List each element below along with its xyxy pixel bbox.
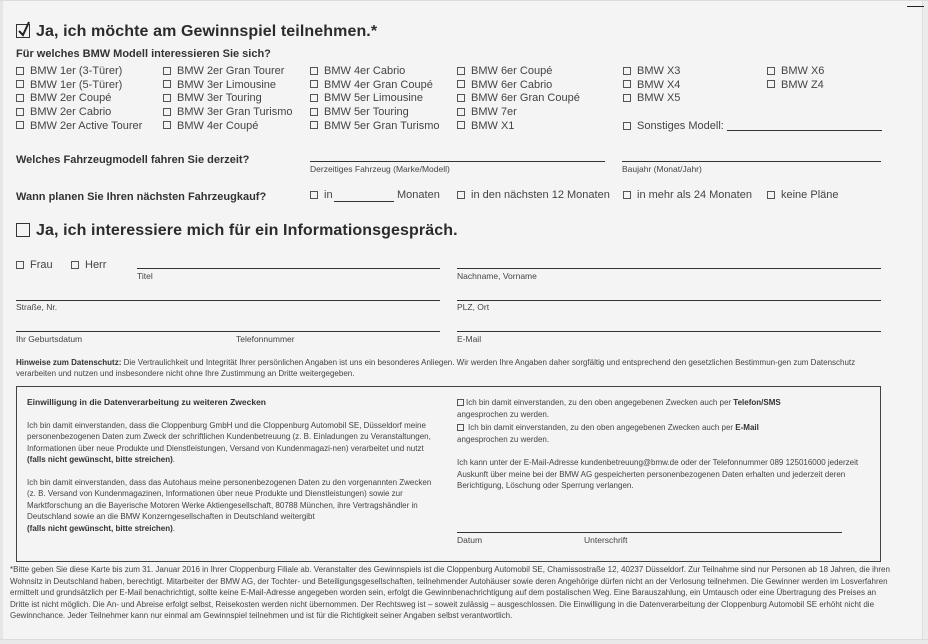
model-option[interactable]: BMW 6er Gran Coupé xyxy=(457,92,580,106)
months-suffix: Monaten xyxy=(397,189,440,201)
phone-consent-option[interactable]: Ich bin damit einverstanden, zu den oben angegebenen Zwecken auch per Telefon/SMS angesprochen zu werden. xyxy=(457,398,781,419)
checkbox-icon[interactable] xyxy=(71,261,79,269)
checkbox-icon[interactable] xyxy=(16,67,24,75)
model-option[interactable]: BMW 7er xyxy=(457,106,580,120)
privacy-notice xyxy=(16,357,886,379)
checkbox-icon[interactable] xyxy=(623,80,631,88)
corner-mark xyxy=(907,6,924,7)
consent-title: Einwilligung in die Datenverarbeitung zu weiteren Zwecken xyxy=(27,397,266,407)
title-label: Titel xyxy=(137,271,153,281)
page-edge-right xyxy=(922,1,928,644)
birthdate-input[interactable] xyxy=(16,331,440,332)
current-vehicle-input[interactable] xyxy=(310,161,605,162)
consent-right-column xyxy=(457,397,872,492)
checkbox-icon[interactable] xyxy=(16,121,24,129)
checkbox-icon[interactable] xyxy=(310,94,318,102)
name-input[interactable] xyxy=(457,268,881,269)
purchase-question: Wann planen Sie Ihren nächsten Fahrzeugkauf? xyxy=(16,191,267,203)
checkbox-icon[interactable] xyxy=(623,94,631,102)
model-option[interactable]: BMW 3er Limousine xyxy=(163,79,293,93)
checkbox-icon[interactable] xyxy=(163,80,171,88)
page-edge-bottom xyxy=(0,639,928,644)
checkbox-icon[interactable] xyxy=(767,80,775,88)
checkbox-icon[interactable] xyxy=(767,67,775,75)
info-title: Ja, ich interessiere mich für ein Informationsgespräch. xyxy=(36,222,458,239)
model-option[interactable]: BMW X6 xyxy=(767,65,824,79)
street-input[interactable] xyxy=(16,300,440,301)
checkbox-icon[interactable] xyxy=(310,121,318,129)
other-model-input[interactable] xyxy=(727,130,882,131)
checkbox-icon[interactable] xyxy=(623,67,631,75)
salutation-herr[interactable]: Herr xyxy=(71,259,106,273)
checkbox-icon[interactable] xyxy=(457,424,464,431)
email-label: E-Mail xyxy=(457,334,482,344)
privacy-heading: Hinweise zum Datenschutz: xyxy=(16,358,122,367)
model-option[interactable]: BMW 5er Touring xyxy=(310,106,440,120)
model-option[interactable]: BMW 4er Cabrio xyxy=(310,65,440,79)
checkbox-icon[interactable] xyxy=(457,191,465,199)
page-edge-left xyxy=(0,1,3,644)
checkbox-icon[interactable] xyxy=(457,121,465,129)
footnote: *Bitte geben Sie diese Karte bis zum 31. Januar 2016 in Ihrer Cloppenburg Filiale ab. Veranstalter des Gewinnspiels ist die Cloppenburg Automobil SE, Chamissostraße 12, 40237 Düsseldorf. Zur Teilnahme sind nur Personen ab 18 Jahren, die ihren Wohnsitz in Deutschland haben, berechtigt. Mitarbeiter der BMW AG, der Tochter- und Beteiligungsgesellschaften, teilnehmender Autohäuser sowie deren Angehörige dürfen nicht an der Verlosung teilnehmen. Die Gewinner werden im Losverfahren ermittelt und grundsätzlich per E-Mail benachrichtigt, sollte keine E-Mail-Adresse angegeben worden sein, erfolgt die Gewinnbenachrichtigung auf dem postalischen Weg. Eine Barauszahlung, ein Umtausch oder eine Übertragung des Preises an Dritte ist nicht möglich. Die An- und Abreise erfolgt selbst, Reisekosten werden nicht übernommen. Der Rechtsweg ist – soweit zulässig – ausgeschlossen. Die Einwilligung in die Datenverarbeitung der Cloppenburg Automobil SE erhöht nicht die Gewinnchance. Jeder Teilnehmer kann nur einmal am Gewinnspiel teilnehmen und ist für die Richtigkeit seiner Angaben selbst verantwortlich. xyxy=(10,565,890,620)
model-column-5 xyxy=(623,65,680,106)
checkbox-icon[interactable] xyxy=(457,399,464,406)
email-consent-option[interactable]: Ich bin damit einverstanden, zu den oben angegebenen Zwecken auch per E-Mail angesprochen zu werden. xyxy=(457,423,759,444)
title-input[interactable] xyxy=(137,268,440,269)
consent-left-column xyxy=(27,397,437,534)
consent-paragraph-1: Ich bin damit einverstanden, dass die Cloppenburg GmbH und die Cloppenburg Automobil SE, Düsseldorf meine personenbezogenen Daten zum Zweck der schriftlichen Kundenbetreuung (z. B. Einladungen zu Veranstaltungen, Informationen über neue Produkte und Dienstleistungen, Versand von Kundenmagazi-nen) verarbeitet und nutzt (falls nicht gewünscht, bitte streichen). xyxy=(27,420,431,464)
zip-city-input[interactable] xyxy=(457,300,881,301)
consent-info: Ich kann unter der E-Mail-Adresse kundenbetreuung@bmw.de oder der Telefonnummer 089 125016000 jederzeit Auskunft über meine bei der BMW AG gespeicherten personenbezogenen Daten erhalten und jederzeit deren Berichtigung, Löschung oder Sperrung verlangen. xyxy=(457,458,859,490)
other-model-option[interactable]: Sonstiges Modell: xyxy=(623,120,724,134)
checkbox-icon[interactable] xyxy=(623,191,631,199)
info-heading xyxy=(16,222,458,240)
model-option[interactable]: BMW 5er Limousine xyxy=(310,92,440,106)
consent-box xyxy=(16,386,881,562)
model-option[interactable]: BMW 4er Gran Coupé xyxy=(310,79,440,93)
checkbox-icon[interactable] xyxy=(310,67,318,75)
purchase-option-in-months[interactable]: in xyxy=(310,189,333,203)
checkbox-icon[interactable] xyxy=(310,80,318,88)
model-option[interactable]: BMW 4er Coupé xyxy=(163,120,293,134)
purchase-option-12[interactable]: in den nächsten 12 Monaten xyxy=(457,189,610,203)
salutation-frau[interactable]: Frau xyxy=(16,259,53,273)
model-option[interactable]: BMW X3 xyxy=(623,65,680,79)
phone-label: Telefonnummer xyxy=(236,334,295,344)
checkbox-icon[interactable] xyxy=(310,191,318,199)
info-checkbox[interactable] xyxy=(16,223,30,237)
model-option[interactable]: BMW X1 xyxy=(457,120,580,134)
model-column-4 xyxy=(457,65,580,134)
model-column-1 xyxy=(16,65,142,134)
zip-city-label: PLZ, Ort xyxy=(457,302,490,312)
checkbox-icon[interactable] xyxy=(457,108,465,116)
model-option[interactable]: BMW 2er Cabrio xyxy=(16,106,142,120)
model-question: Für welches BMW Modell interessieren Sie sich? xyxy=(16,48,271,60)
checkbox-icon[interactable] xyxy=(457,94,465,102)
current-vehicle-label: Derzeitiges Fahrzeug (Marke/Modell) xyxy=(310,164,450,174)
model-option[interactable]: BMW X4 xyxy=(623,79,680,93)
model-option[interactable]: BMW 3er Touring xyxy=(163,92,293,106)
model-column-6 xyxy=(767,65,824,92)
model-option[interactable]: BMW 5er Gran Turismo xyxy=(310,120,440,134)
checkbox-icon[interactable] xyxy=(16,261,24,269)
consent-paragraph-2: Ich bin damit einverstanden, dass das Autohaus meine personenbezogenen Daten zu den vorgenannten Zwecken (z. B. Versand von Kundenmagazinen, Informationen über neue Produkte und Dienstleistungen) sowie zur Marktforschung an die Bayerische Motoren Werke Aktiengesellschaft, 80788 München, ihre Vertragshändler in Deutschland sowie an die BMW Konzerngesellschaften in Deutschland weitergibt (falls nicht gewünscht, bitte streichen). xyxy=(27,477,432,533)
contest-checkbox[interactable] xyxy=(16,24,30,38)
signature-line[interactable] xyxy=(457,532,842,533)
months-input[interactable] xyxy=(334,201,394,202)
date-label: Datum xyxy=(457,535,483,545)
model-column-2 xyxy=(163,65,293,134)
model-option[interactable]: BMW 2er Active Tourer xyxy=(16,120,142,134)
purchase-option-none[interactable]: keine Pläne xyxy=(767,189,839,203)
build-year-label: Baujahr (Monat/Jahr) xyxy=(622,164,702,174)
model-option[interactable]: BMW 1er (3-Türer) xyxy=(16,65,142,79)
privacy-text: Die Vertraulichkeit und Integrität Ihrer persönlichen Angaben ist uns ein besonderes Anliegen. Wir werden Ihre Angaben daher sorgfältig und entsprechend den gesetzlichen Bestimmun-gen zum Datenschutz verarbeiten und nutzen und insbesondere nicht ohne Ihre Zustimmung an Dritte weitergegeben. xyxy=(16,358,856,378)
model-option[interactable]: BMW 1er (5-Türer) xyxy=(16,79,142,93)
email-input[interactable] xyxy=(457,331,881,332)
checkbox-icon[interactable] xyxy=(163,121,171,129)
contest-heading xyxy=(16,23,377,41)
model-column-3 xyxy=(310,65,440,134)
model-option[interactable]: BMW 6er Coupé xyxy=(457,65,580,79)
checkbox-icon[interactable] xyxy=(457,80,465,88)
model-option[interactable]: BMW 2er Gran Tourer xyxy=(163,65,293,79)
model-option[interactable]: BMW X5 xyxy=(623,92,680,106)
model-option[interactable]: BMW 2er Coupé xyxy=(16,92,142,106)
name-label: Nachname, Vorname xyxy=(457,271,537,281)
checkbox-icon[interactable] xyxy=(16,80,24,88)
checkbox-icon[interactable] xyxy=(623,122,631,130)
model-option[interactable]: BMW 3er Gran Turismo xyxy=(163,106,293,120)
signature-label: Unterschrift xyxy=(584,535,628,545)
birthdate-label: Ihr Geburtsdatum xyxy=(16,334,83,344)
street-label: Straße, Nr. xyxy=(16,302,58,312)
checkbox-icon[interactable] xyxy=(163,108,171,116)
model-option[interactable]: BMW Z4 xyxy=(767,79,824,93)
checkbox-icon[interactable] xyxy=(16,108,24,116)
checkbox-icon[interactable] xyxy=(16,94,24,102)
checkmark-icon xyxy=(16,20,32,38)
checkbox-icon[interactable] xyxy=(163,67,171,75)
checkbox-icon[interactable] xyxy=(767,191,775,199)
purchase-option-24[interactable]: in mehr als 24 Monaten xyxy=(623,189,752,203)
current-vehicle-question: Welches Fahrzeugmodell fahren Sie derzeit? xyxy=(16,154,250,166)
build-year-input[interactable] xyxy=(622,161,881,162)
checkbox-icon[interactable] xyxy=(457,67,465,75)
checkbox-icon[interactable] xyxy=(163,94,171,102)
contest-title: Ja, ich möchte am Gewinnspiel teilnehmen.* xyxy=(36,23,378,40)
model-option[interactable]: BMW 6er Cabrio xyxy=(457,79,580,93)
checkbox-icon[interactable] xyxy=(310,108,318,116)
